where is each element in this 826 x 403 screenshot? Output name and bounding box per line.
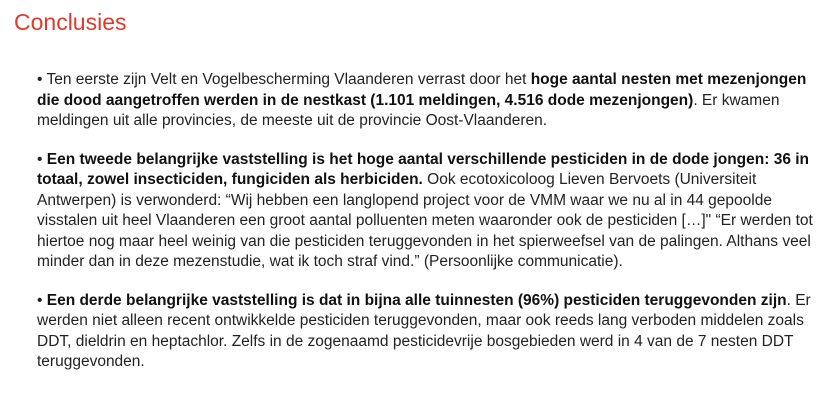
conclusion-paragraph-2 bbox=[37, 150, 819, 273]
paragraph-highlight: Een derde belangrijke vaststelling is dat in bijna alle tuinnesten (96%) pesticiden teruggevonden zijn bbox=[46, 291, 787, 309]
paragraph-highlight: Een tweede belangrijke vaststelling is het hoge aantal verschillende pesticiden in de dode jongen: 36 in totaal, zowel insecticiden, fungiciden als herbiciden. bbox=[37, 150, 810, 188]
paragraph-lead-text: Ten eerste zijn Velt en Vogelbescherming Vlaanderen verrast door het bbox=[46, 71, 531, 88]
bullet: • bbox=[37, 291, 47, 309]
bullet: • bbox=[37, 71, 47, 88]
section-title: Conclusies bbox=[14, 9, 127, 35]
conclusion-paragraph-1 bbox=[37, 70, 819, 132]
conclusions-list bbox=[37, 70, 819, 373]
paragraph-highlight: hoge aantal nesten met mezenjongen die dood aangetroffen werden in de nestkast (1.101 meldingen, 4.516 dode mezenjongen) bbox=[37, 71, 807, 109]
paragraph-body-text: Ook ecotoxicoloog Lieven Bervoets (Universiteit Antwerpen) is verwonderd: “Wij hebben een langlopend project voor de VMM waar we nu al in 44 gepoolde visstalen uit heel Vlaanderen een groot aantal polluenten meten waaronder ook de pesticiden […]" “Er werden tot hiertoe nog maar heel weinig van die pesticiden teruggevonden in het spierweefsel van de palingen. Althans veel minder dan in deze mezenstudie, wat ik toch straf vind.” (Persoonlijke communicatie). bbox=[37, 171, 813, 270]
bullet: • bbox=[37, 150, 47, 168]
conclusion-paragraph-3 bbox=[37, 291, 819, 373]
paragraph-body-text: . Er kwamen meldingen uit alle provincies, de meeste uit de provincie Oost-Vlaanderen. bbox=[37, 91, 780, 129]
paragraph-body-text: . Er werden niet alleen recent ontwikkelde pesticiden teruggevonden, maar ook reeds lang verboden middelen zoals DDT, dieldrin en heptachlor. Zelfs in de zogenaamd pesticidevrije bosgebieden werd in 4 van de 7 nesten DDT teruggevonden. bbox=[37, 291, 811, 370]
